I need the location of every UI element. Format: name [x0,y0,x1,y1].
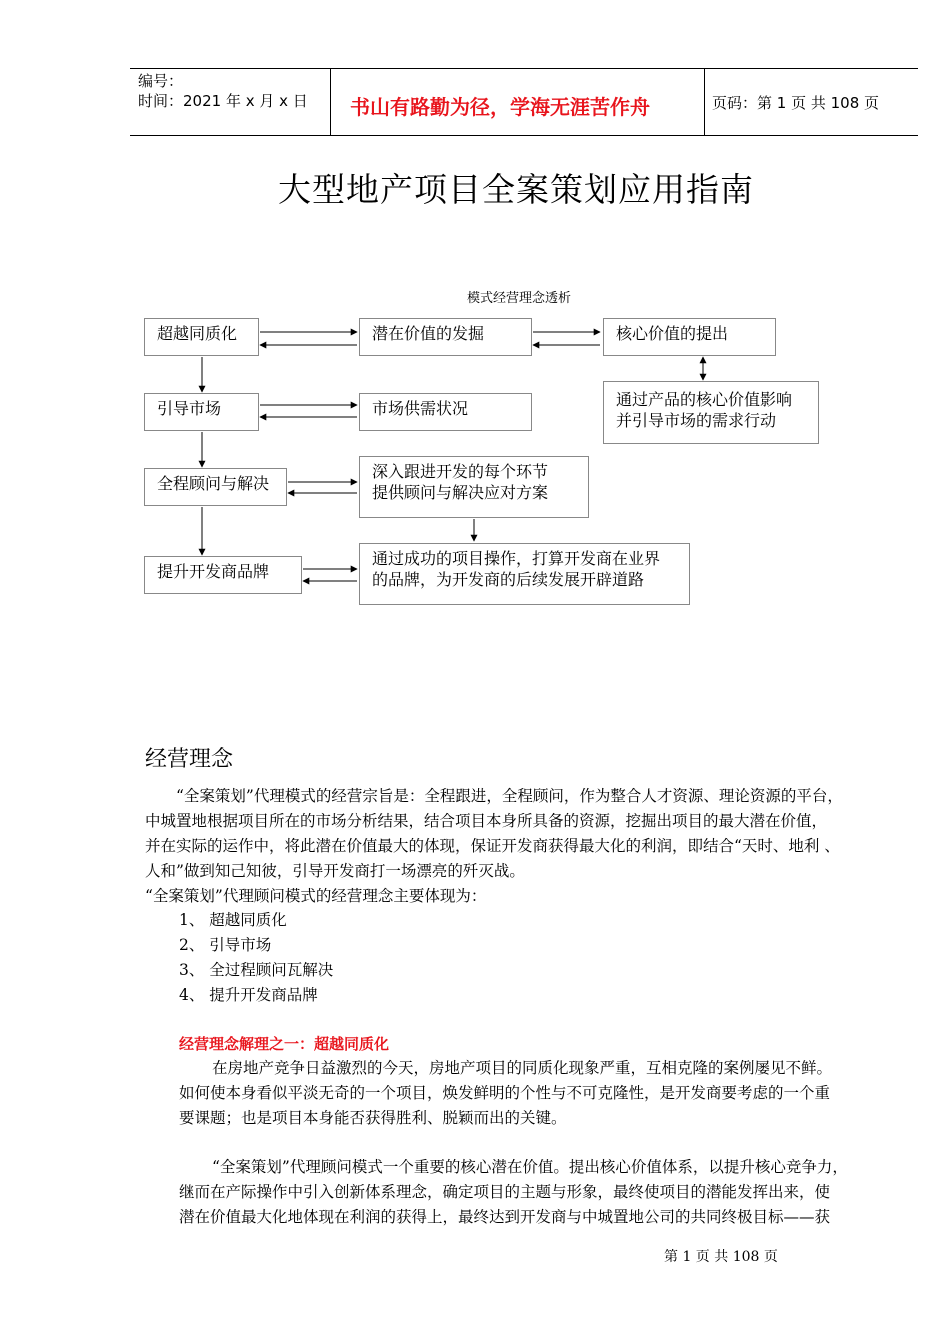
document-date: 时间：2021 年 x 月 x 日 [138,92,308,110]
header-page-number: 页码：第 1 页 共 108 页 [712,94,880,112]
box-market-supply: 市场供需状况 [359,393,532,431]
deep-line-2: 提供顾问与解决应对方案 [372,483,549,502]
list-item: 3、 全过程顾问瓦解决 [179,961,334,979]
box-surpass-homogeneity: 超越同质化 [144,318,259,356]
list-item: 1、 超越同质化 [179,911,287,929]
box-deep-follow [359,456,589,518]
paragraph-1-line-4: 人和”做到知己知彼，引导开发商打一场漂亮的歼灭战。 [145,862,525,880]
box-success-operation [359,543,690,605]
box-core-value-desc [603,381,819,444]
deep-line-1: 深入跟进开发的每个环节 [372,462,549,481]
success-line-2: 的品牌，为开发商的后续发展开辟道路 [372,570,645,589]
box-full-consulting: 全程顾问与解决 [144,468,287,506]
success-line-1: 通过成功的项目操作，打算开发商在业界 [372,549,661,568]
paragraph-2: “全案策划”代理顾问模式的经营理念主要体现为： [145,887,487,905]
paragraph-3-line-3: 要课题；也是项目本身能否获得胜利、脱颖而出的关键。 [179,1109,567,1127]
paragraph-4-line-3: 潜在价值最大化地体现在利润的获得上，最终达到开发商与中城置地公司的共同终极目标——获 [179,1208,831,1226]
page-footer: 第 1 页 共 108 页 [664,1249,778,1265]
paragraph-3-line-1: 在房地产竞争日益激烈的今天，房地产项目的同质化现象严重，互相克隆的案例屡见不鲜。 [212,1059,833,1077]
paragraph-4-line-2: 继而在产际操作中引入创新体系理念，确定项目的主题与形象，最终使项目的潜能发挥出来，使 [179,1183,831,1201]
core-desc-line-2: 并引导市场的需求行动 [616,411,777,430]
section-heading: 经营理念 [145,747,234,772]
header-motto: 书山有路勤为径，学海无涯苦作舟 [350,95,650,119]
list-item: 4、 提升开发商品牌 [179,986,318,1004]
sub-heading: 经营理念解理之一：超越同质化 [179,1035,390,1053]
list-item: 2、 引导市场 [179,936,272,954]
paragraph-3-line-2: 如何使本身看似平淡无奇的一个项目，焕发鲜明的个性与不可克隆性，是开发商要考虑的一个重 [179,1084,831,1102]
paragraph-1-line-3: 并在实际的运作中，将此潜在价值最大的体现，保证开发商获得最大化的利润，即结合“天时、地利 、 [145,837,840,855]
document-number-label: 编号： [138,72,184,90]
document-title: 大型地产项目全案策划应用指南 [278,170,754,209]
diagram-title: 模式经营理念透析 [467,291,572,306]
core-desc-line-1: 通过产品的核心价值影响 [616,390,793,409]
box-guide-market: 引导市场 [144,393,259,431]
box-brand: 提升开发商品牌 [144,556,302,594]
paragraph-1-line-2: 中城置地根据项目所在的市场分析结果，结合项目本身所具备的资源，挖掘出项目的最大潜在价值， [145,812,828,830]
paragraph-4-line-1: “全案策划”代理顾问模式一个重要的核心潜在价值。提出核心价值体系，以提升核心竞争力， [212,1158,848,1176]
box-core-value: 核心价值的提出 [603,318,776,356]
box-potential-value: 潜在价值的发掘 [359,318,532,356]
paragraph-1-line-1: “全案策划”代理模式的经营宗旨是：全程跟进，全程顾问，作为整合人才资源、理论资源的平台， [176,787,843,805]
